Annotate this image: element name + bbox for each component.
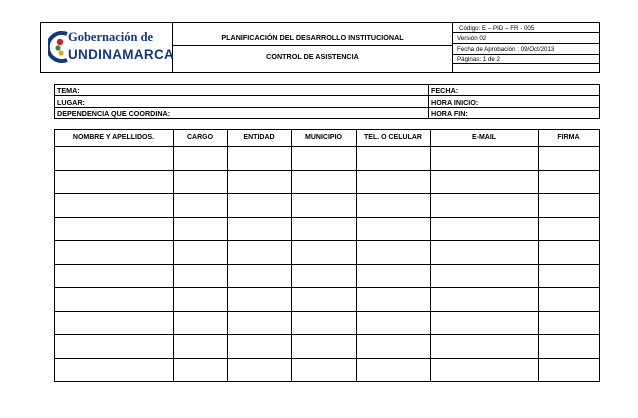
table-cell[interactable]	[55, 194, 173, 217]
table-cell[interactable]	[357, 241, 430, 264]
document-title: PLANIFICACIÓN DEL DESARROLLO INSTITUCIONAL	[221, 33, 404, 42]
lugar-label: LUGAR:	[57, 98, 85, 107]
table-cell[interactable]	[539, 312, 599, 335]
table-cell[interactable]	[357, 218, 430, 241]
table-cell[interactable]	[55, 218, 173, 241]
table-cell[interactable]	[174, 288, 227, 311]
table-cell[interactable]	[228, 312, 291, 335]
column-header: NOMBRE Y APELLIDOS.	[72, 134, 155, 141]
table-cell[interactable]	[357, 335, 430, 358]
table-cell[interactable]	[228, 335, 291, 358]
table-cell[interactable]	[228, 171, 291, 194]
table-cell[interactable]	[292, 312, 356, 335]
table-cell[interactable]	[431, 194, 538, 217]
table-cell[interactable]	[431, 241, 538, 264]
table-cell[interactable]	[357, 171, 430, 194]
dependencia-label: DEPENDENCIA QUE COORDINA:	[57, 109, 171, 118]
table-cell[interactable]	[55, 312, 173, 335]
table-cell[interactable]	[539, 265, 599, 288]
column-header: CARGO	[186, 134, 214, 141]
table-cell[interactable]	[431, 218, 538, 241]
table-cell[interactable]	[539, 194, 599, 217]
column-header: TEL. O CELULAR	[364, 134, 422, 141]
document-subtitle: CONTROL DE ASISTENCIA	[266, 52, 359, 61]
table-rule	[54, 129, 600, 130]
table-cell[interactable]	[357, 147, 430, 170]
gobernacion-logo	[48, 28, 175, 68]
table-cell[interactable]	[55, 265, 173, 288]
table-cell[interactable]	[539, 288, 599, 311]
column-header: MUNICIPIO	[305, 134, 342, 141]
table-cell[interactable]	[539, 147, 599, 170]
tema-label: TEMA:	[57, 86, 80, 95]
logo-line2: UNDINAMARCA	[68, 47, 175, 62]
table-cell[interactable]	[292, 359, 356, 382]
form-version: Versión 02	[457, 35, 487, 42]
table-cell[interactable]	[228, 194, 291, 217]
table-cell[interactable]	[55, 335, 173, 358]
logo-emblem-icon	[48, 28, 70, 66]
table-cell[interactable]	[357, 312, 430, 335]
table-cell[interactable]	[174, 218, 227, 241]
table-cell[interactable]	[174, 265, 227, 288]
table-cell[interactable]	[174, 171, 227, 194]
table-cell[interactable]	[174, 359, 227, 382]
table-cell[interactable]	[55, 171, 173, 194]
table-cell[interactable]	[228, 218, 291, 241]
table-cell[interactable]	[539, 218, 599, 241]
column-header: FIRMA	[557, 134, 580, 141]
page-count: Páginas: 1 de 2	[457, 56, 501, 63]
table-cell[interactable]	[539, 171, 599, 194]
hora-inicio-label: HORA INICIO:	[431, 98, 479, 107]
table-cell[interactable]	[431, 288, 538, 311]
table-cell[interactable]	[55, 288, 173, 311]
approval-date: Fecha de Aprobación : 09/Oct/2013	[457, 46, 555, 53]
table-cell[interactable]	[55, 359, 173, 382]
table-cell[interactable]	[174, 335, 227, 358]
table-cell[interactable]	[292, 288, 356, 311]
column-header: E-MAIL	[471, 134, 497, 141]
table-cell[interactable]	[357, 359, 430, 382]
logo-line1: Gobernación de	[68, 30, 154, 44]
table-cell[interactable]	[431, 359, 538, 382]
table-cell[interactable]	[228, 265, 291, 288]
table-cell[interactable]	[292, 218, 356, 241]
table-cell[interactable]	[431, 265, 538, 288]
table-cell[interactable]	[292, 147, 356, 170]
table-cell[interactable]	[228, 147, 291, 170]
table-cell[interactable]	[431, 171, 538, 194]
table-cell[interactable]	[431, 335, 538, 358]
table-cell[interactable]	[292, 335, 356, 358]
table-cell[interactable]	[539, 335, 599, 358]
table-cell[interactable]	[431, 147, 538, 170]
table-cell[interactable]	[174, 312, 227, 335]
table-cell[interactable]	[357, 265, 430, 288]
fecha-label: FECHA:	[431, 86, 459, 95]
table-cell[interactable]	[55, 241, 173, 264]
table-cell[interactable]	[357, 288, 430, 311]
table-cell[interactable]	[228, 359, 291, 382]
table-cell[interactable]	[55, 147, 173, 170]
table-cell[interactable]	[174, 194, 227, 217]
hora-fin-label: HORA FIN:	[431, 109, 468, 118]
table-cell[interactable]	[357, 194, 430, 217]
table-cell[interactable]	[539, 359, 599, 382]
column-header: ENTIDAD	[243, 134, 275, 141]
table-cell[interactable]	[174, 241, 227, 264]
table-cell[interactable]	[292, 265, 356, 288]
table-cell[interactable]	[228, 241, 291, 264]
table-cell[interactable]	[539, 241, 599, 264]
table-cell[interactable]	[292, 241, 356, 264]
table-cell[interactable]	[292, 194, 356, 217]
table-cell[interactable]	[292, 171, 356, 194]
table-rule	[599, 129, 600, 382]
table-cell[interactable]	[228, 288, 291, 311]
table-cell[interactable]	[431, 312, 538, 335]
form-code: Código: E – PID – FR - 005	[459, 25, 535, 32]
table-cell[interactable]	[174, 147, 227, 170]
